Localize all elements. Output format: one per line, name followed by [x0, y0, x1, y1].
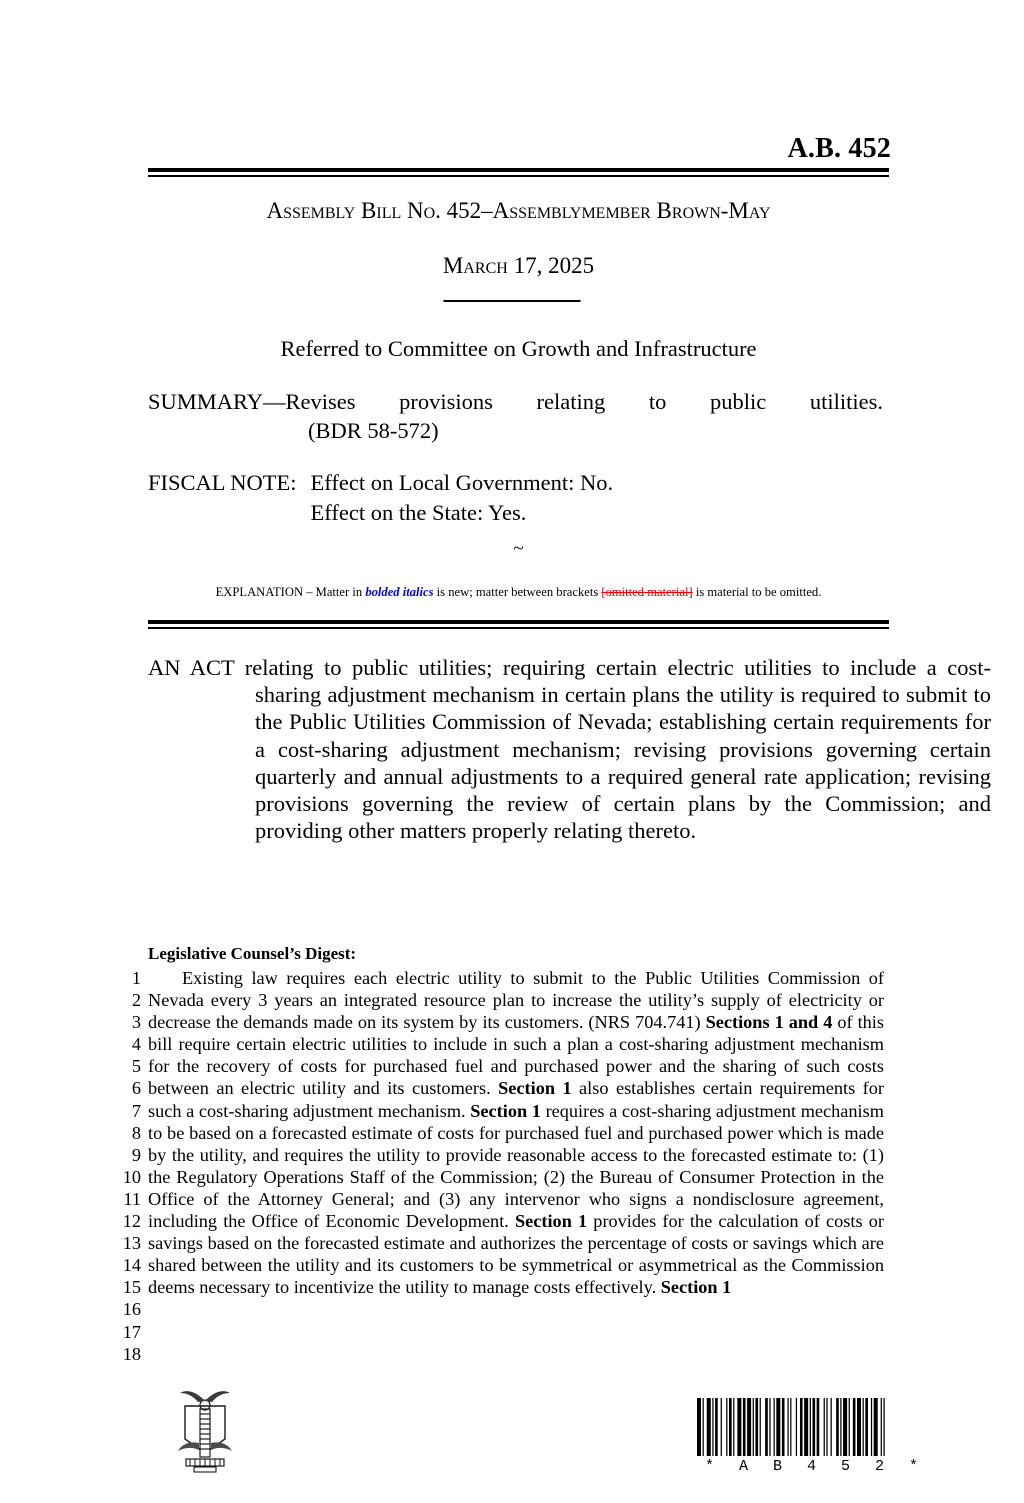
line-number: 8	[131, 1122, 141, 1143]
referred-to-committee: Referred to Committee on Growth and Infrastructure	[280, 336, 757, 361]
explanation-line	[148, 585, 889, 600]
fiscal-note-block	[148, 468, 613, 528]
line-number: 7	[131, 1100, 141, 1121]
line-number-column	[95, 967, 141, 1365]
line-number: 13	[122, 1233, 141, 1254]
explanation-prefix: EXPLANATION – Matter in	[215, 585, 366, 599]
line-number: 11	[123, 1188, 141, 1209]
bill-date-line: March 17, 2025	[442, 253, 595, 278]
barcode	[697, 1398, 927, 1475]
tilde-separator: ~	[513, 538, 524, 559]
line-number: 16	[122, 1299, 141, 1320]
line-number: 10	[122, 1166, 141, 1187]
barcode-text: * A B 4 5 2 *	[705, 1458, 927, 1475]
nevada-state-seal-icon	[152, 1381, 258, 1487]
line-number: 3	[131, 1012, 141, 1033]
line-number: 9	[131, 1144, 141, 1165]
line-number: 4	[131, 1034, 141, 1055]
summary-bdr: (BDR 58-572)	[308, 418, 439, 443]
line-number: 6	[131, 1078, 141, 1099]
line-number: 17	[122, 1321, 141, 1342]
line-number: 1	[131, 968, 141, 988]
explanation-new-text: bolded italics	[365, 585, 434, 599]
header-divider-top	[148, 168, 889, 177]
an-act-body: relating to public utilities; requiring certain electric utilities to include a cost-sharing adjustment mechanism in certain plans the utility is required to submit to the Public Utilities Commission of Nevada; establishing certain requirements for a cost-sharing adjustment mechanism; revising provisions governing certain quarterly and annual adjustments to a required general rate application; revising provisions governing the review of certain plans by the Commission; and providing other matters properly relating thereto.	[234, 655, 991, 844]
digest-paragraph: Existing law requires each electric utility to submit to the Public Utilities Commission of Nevada every 3 years an integrated resource plan to increase the utility’s supply of electricity or decrease the demands made on its system by its customers. (NRS 704.741) Sections 1 and 4 of this bill require certain electric utilities to include in such a plan a cost-sharing adjustment mechanism for the recovery of costs for purchased fuel and purchased power and the sharing of such costs between an electric utility and its customers. Section 1 also establishes certain requirements for such a cost-sharing adjustment mechanism. Section 1 requires a cost-sharing adjustment mechanism to be based on a forecasted estimate of costs for purchased fuel and purchased power which is made by the utility, and requires the utility to provide reasonable access to the forecasted estimate to: (1) the Regulatory Operations Staff of the Commission; (2) the Bureau of Consumer Protection in the Office of the Attorney General; and (3) any intervenor who signs a nondisclosure agreement, including the Office of Economic Development. Section 1 provides for the calculation of costs or savings based on the forecasted estimate and authorizes the percentage of costs or savings which are shared between the utility and its customers to be symmetrical or asymmetrical as the Commission deems necessary to incentivize the utility to manage costs effectively. Section 1	[148, 968, 884, 1298]
an-act-block	[148, 654, 991, 844]
barcode-bars	[697, 1398, 889, 1456]
line-number: 14	[122, 1255, 141, 1276]
explanation-omitted-text: [omitted material]	[601, 585, 693, 599]
bill-number: A.B. 452	[787, 133, 891, 164]
fiscal-note-local-government: Effect on Local Government: No.	[310, 470, 614, 495]
line-number: 5	[131, 1056, 141, 1077]
line-number: 15	[122, 1277, 141, 1298]
line-number: 18	[122, 1343, 141, 1364]
fiscal-note-state: Effect on the State: Yes.	[310, 500, 527, 525]
explanation-middle: is new; matter between brackets	[433, 585, 602, 599]
digest-heading: Legislative Counsel’s Digest:	[148, 944, 357, 963]
fiscal-note-label: FISCAL NOTE:	[148, 470, 297, 495]
summary-block	[148, 387, 883, 445]
line-number: 12	[122, 1211, 141, 1232]
explanation-suffix: is material to be omitted.	[692, 585, 822, 599]
short-divider	[444, 300, 581, 302]
summary-text: SUMMARY—Revises provisions relating to public utilities.	[148, 389, 883, 414]
line-number: 2	[131, 990, 141, 1011]
an-act-lead: AN ACT	[148, 655, 235, 680]
body-divider	[148, 620, 889, 629]
bill-title-line: Assembly Bill No. 452–Assemblymember Brown-May	[266, 198, 771, 223]
